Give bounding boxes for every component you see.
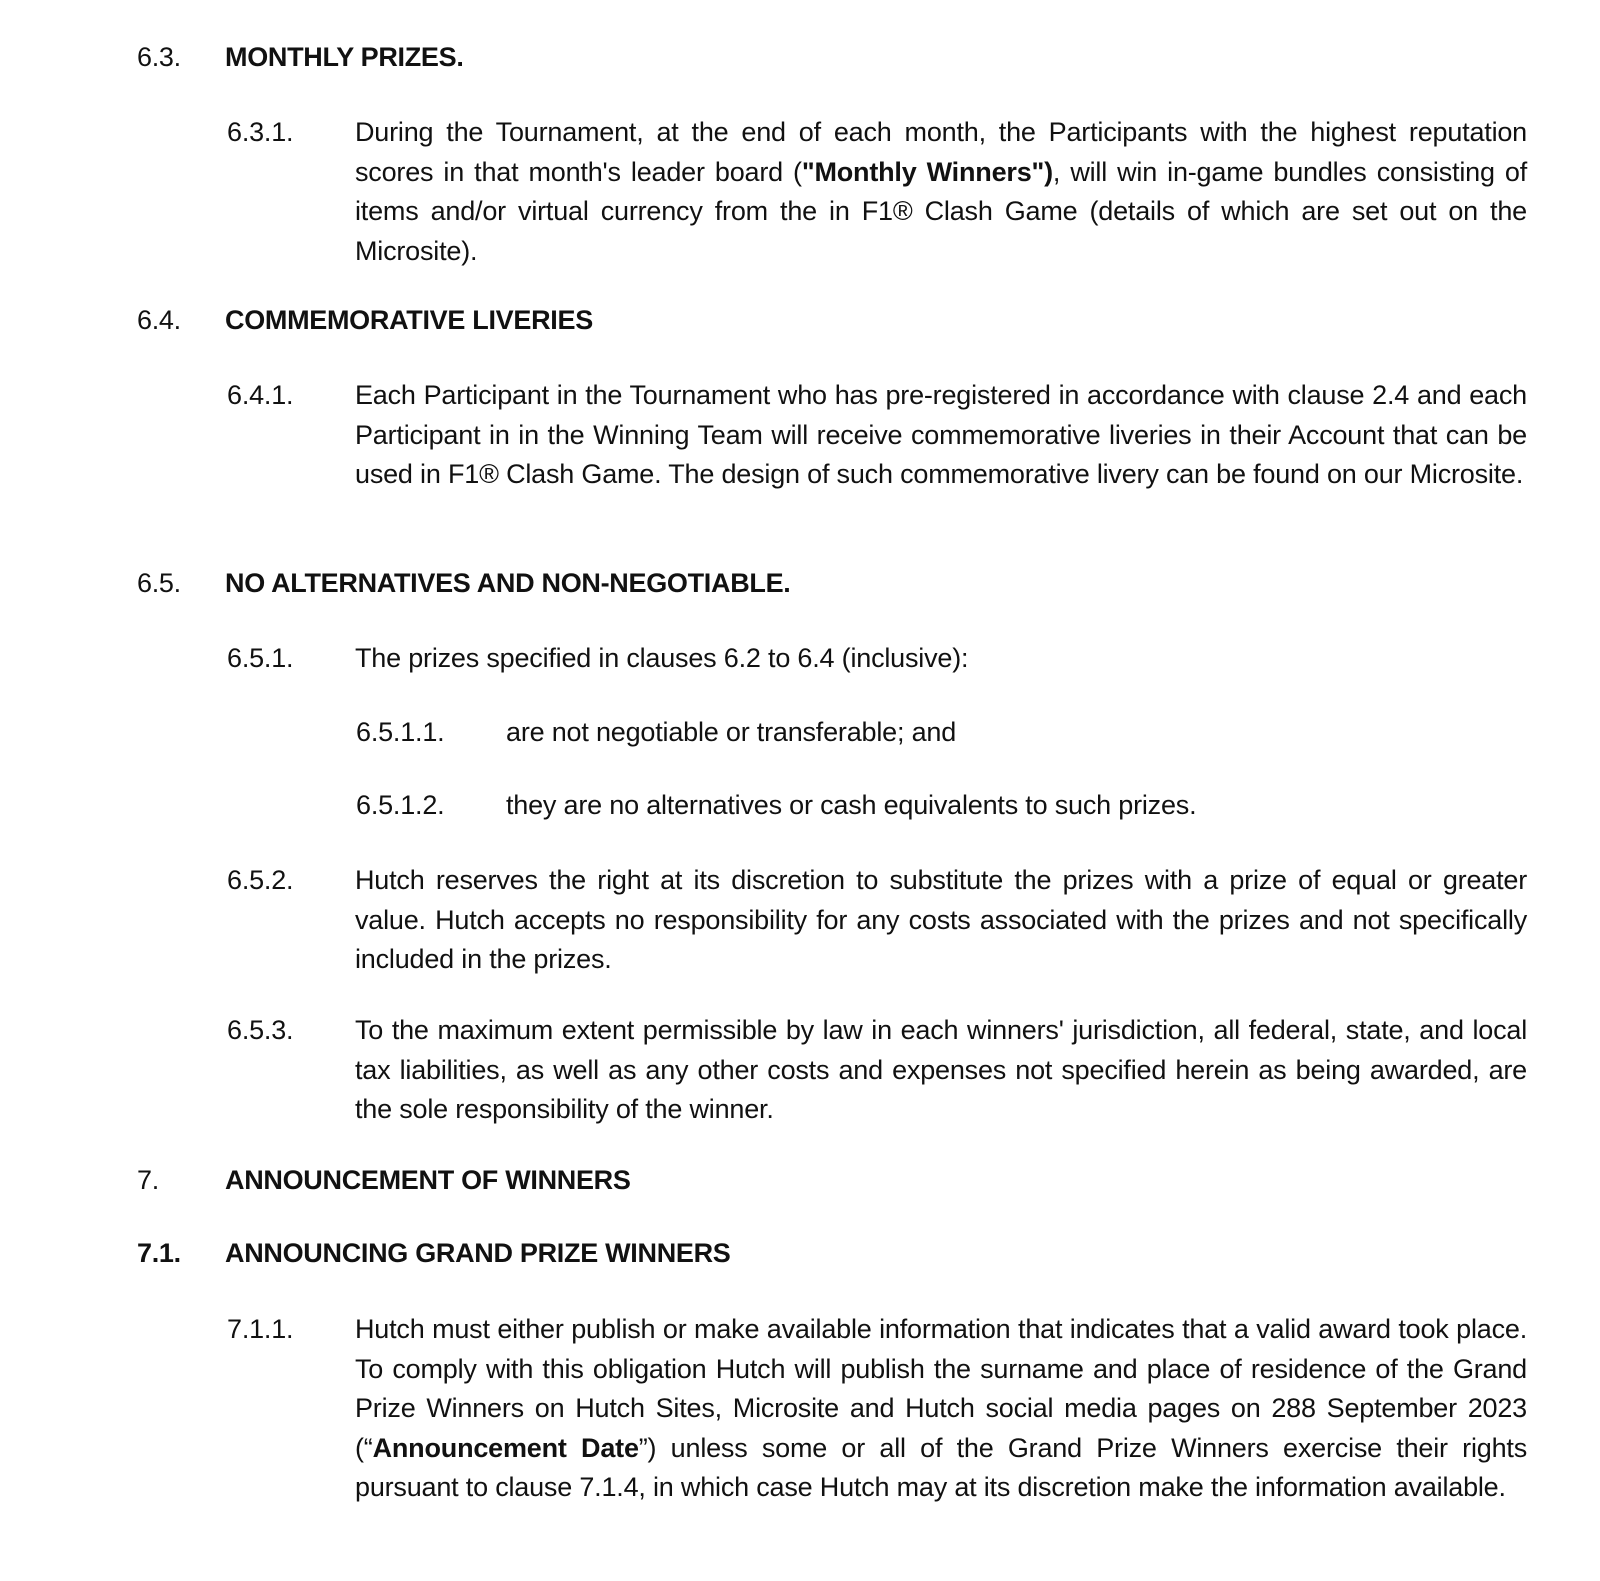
clause-text: Hutch reserves the right at its discretion to substitute the prizes with a prize of equal or greater value. Hutch accepts no responsibility for any costs associated with the prizes and not specifically included in the prizes. (355, 865, 1527, 974)
section-title: ANNOUNCING GRAND PRIZE WINNERS (225, 1238, 731, 1268)
section-title: ANNOUNCEMENT OF WINNERS (225, 1165, 631, 1195)
clause-text: To the maximum extent permissible by law in each winners' jurisdiction, all federal, state, and local tax liabilities, as well as any other costs and expenses not specified herein as being awarded, are the sole responsibility of the winner. (355, 1015, 1527, 1124)
clause-7-1-1 (227, 1310, 1527, 1508)
section-title: NO ALTERNATIVES AND NON-NEGOTIABLE. (225, 568, 791, 598)
section-number: 7.1. (137, 1238, 181, 1268)
clause-number: 6.5.2. (227, 865, 294, 895)
section-number: 6.4. (137, 305, 181, 335)
clause-text: Hutch must either publish or make available information that indicates that a valid award took place. To comply with this obligation Hutch will publish the surname and place of residence of the Grand Prize Winners on Hutch Sites, Microsite and Hutch social media pages on 288 September 2023 (“Announcement Date”) unless some or all of the Grand Prize Winners exercise their rights pursuant to clause 7.1.4, in which case Hutch may at its discretion make the information available. (355, 1314, 1528, 1502)
clause-number: 6.5.3. (227, 1015, 294, 1045)
subclause-text: are not negotiable or transferable; and (506, 717, 957, 747)
clause-number: 6.5.1. (227, 643, 294, 673)
section-number: 7. (137, 1165, 159, 1195)
subclause-number: 6.5.1.2. (356, 790, 445, 820)
section-title: MONTHLY PRIZES. (225, 42, 464, 72)
clause-6-4-1 (227, 376, 1527, 495)
defined-term-monthly-winners: "Monthly Winners") (801, 156, 1053, 187)
clause-number: 6.3.1. (227, 117, 294, 147)
clause-6-3-1 (227, 113, 1527, 271)
section-number: 6.5. (137, 568, 181, 598)
defined-term-announcement-date: Announcement Date (372, 1432, 639, 1463)
clause-text: The prizes specified in clauses 6.2 to 6.4 (inclusive): (355, 643, 969, 673)
subclause-text: they are no alternatives or cash equivalents to such prizes. (506, 790, 1197, 820)
section-title: COMMEMORATIVE LIVERIES (225, 305, 593, 335)
clause-6-5-2 (227, 861, 1527, 980)
clause-number: 7.1.1. (227, 1314, 294, 1344)
clause-text: Each Participant in the Tournament who has pre-registered in accordance with clause 2.4 and each Participant in in the Winning Team will receive commemorative liveries in their Account that can be used in F1® Clash Game. The design of such commemorative livery can be found on our Microsite. (355, 380, 1527, 489)
subclause-number: 6.5.1.1. (356, 717, 445, 747)
section-number: 6.3. (137, 42, 181, 72)
clause-6-5-1 (227, 639, 1527, 679)
clause-number: 6.4.1. (227, 380, 294, 410)
clause-6-5-3 (227, 1011, 1527, 1130)
clause-text: During the Tournament, at the end of each month, the Participants with the highest reputation scores in that month's leader board ("Monthly Winners"), will win in-game bundles consisting of items and/or virtual currency from the in F1® Clash Game (details of which are set out on the Microsite). (355, 117, 1527, 266)
